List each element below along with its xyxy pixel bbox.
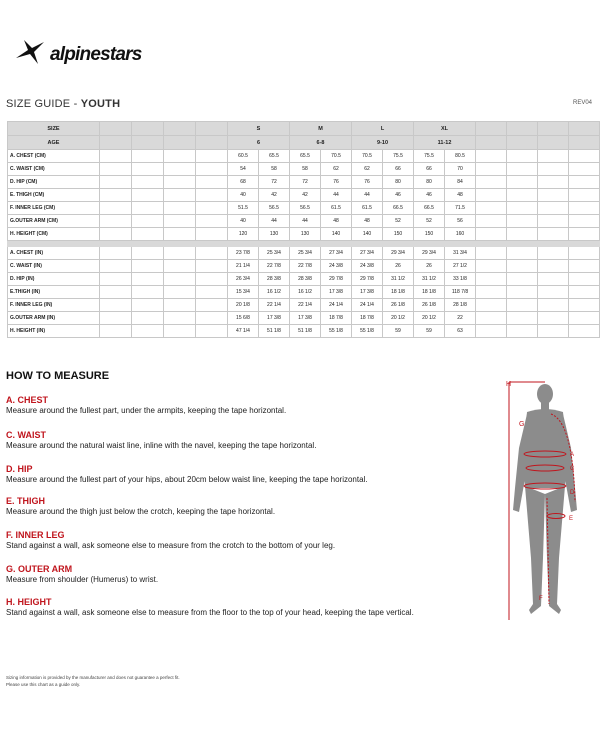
alpinestars-star-icon [14, 38, 48, 66]
measure-heading: C. WAIST [6, 430, 46, 440]
table-cell: 27 3/4 [321, 247, 352, 260]
table-cell: 27 1/2 [445, 260, 476, 273]
table-cell: 16 1/2 [290, 286, 321, 299]
table-cell: 56.5 [259, 202, 290, 215]
table-cell: 26 [383, 260, 414, 273]
table-row [8, 260, 600, 273]
table-cell: 62 [321, 163, 352, 176]
table-cell: 51 1/8 [290, 325, 321, 338]
table-cell: 160 [445, 228, 476, 241]
row-label: A. CHEST (CM) [8, 150, 100, 163]
table-cell: 15 3/4 [228, 286, 259, 299]
table-cell: 70.5 [321, 150, 352, 163]
table-cell: 76 [352, 176, 383, 189]
table-cell: 66.5 [414, 202, 445, 215]
size-header-cell: S [228, 122, 290, 136]
size-header-row [8, 122, 600, 136]
table-cell: 54 [228, 163, 259, 176]
table-cell: 60.5 [228, 150, 259, 163]
table-cell: 52 [414, 215, 445, 228]
table-row [8, 325, 600, 338]
table-cell: 22 7/8 [259, 260, 290, 273]
table-cell: 51.5 [228, 202, 259, 215]
size-table [7, 121, 600, 338]
table-cell: 80 [383, 176, 414, 189]
table-row [8, 202, 600, 215]
table-cell: 48 [321, 215, 352, 228]
table-row [8, 228, 600, 241]
table-cell: 24 3/8 [321, 260, 352, 273]
table-cell: 40 [228, 189, 259, 202]
table-row [8, 312, 600, 325]
table-cell: 29 3/4 [414, 247, 445, 260]
measure-item [6, 496, 476, 516]
table-cell: 56.5 [290, 202, 321, 215]
table-cell: 58 [290, 163, 321, 176]
size-header-cell: XL [414, 122, 476, 136]
table-cell: 31 3/4 [445, 247, 476, 260]
table-cell: 66 [414, 163, 445, 176]
table-cell: 25 3/4 [290, 247, 321, 260]
measure-heading: A. CHEST [6, 395, 49, 405]
table-row [8, 215, 600, 228]
table-cell: 75.5 [414, 150, 445, 163]
table-cell: 55 1/8 [321, 325, 352, 338]
table-cell: 48 [352, 215, 383, 228]
table-cell: 130 [259, 228, 290, 241]
size-header-label: SIZE [8, 122, 100, 136]
measure-item [6, 597, 476, 617]
brand-name: alpinestars [50, 44, 142, 65]
table-row [8, 247, 600, 260]
table-cell: 15 6/8 [228, 312, 259, 325]
row-label: G.OUTER ARM (CM) [8, 215, 100, 228]
table-row [8, 189, 600, 202]
table-cell: 44 [352, 189, 383, 202]
table-cell: 59 [414, 325, 445, 338]
table-cell: 20 1/2 [383, 312, 414, 325]
table-cell: 20 1/8 [228, 299, 259, 312]
measure-heading: F. INNER LEG [6, 530, 65, 540]
table-cell: 44 [321, 189, 352, 202]
table-cell: 21 1/4 [228, 260, 259, 273]
table-cell: 70 [445, 163, 476, 176]
table-cell: 29 7/8 [321, 273, 352, 286]
measure-item [6, 530, 476, 550]
table-cell: 72 [259, 176, 290, 189]
row-label: E.THIGH (IN) [8, 286, 100, 299]
table-cell: 18 1/8 [414, 286, 445, 299]
table-cell: 130 [290, 228, 321, 241]
table-cell: 48 [445, 189, 476, 202]
label-c: C [570, 466, 575, 472]
table-cell: 58 [259, 163, 290, 176]
table-cell: 120 [228, 228, 259, 241]
table-cell: 140 [321, 228, 352, 241]
label-f: F [539, 596, 543, 602]
table-cell: 27 3/4 [352, 247, 383, 260]
how-to-measure-title: HOW TO MEASURE [6, 370, 110, 382]
table-cell: 22 [445, 312, 476, 325]
table-cell: 26 1/8 [383, 299, 414, 312]
table-cell: 40 [228, 215, 259, 228]
table-cell: 24 1/4 [321, 299, 352, 312]
table-cell: 28 3/8 [259, 273, 290, 286]
table-cell: 16 1/2 [259, 286, 290, 299]
table-cell: 28 1/8 [445, 299, 476, 312]
table-cell: 118 7/8 [445, 286, 476, 299]
label-d: D [570, 490, 575, 496]
label-g: G [519, 421, 525, 428]
measure-item [6, 564, 476, 584]
row-label: F. INNER LEG (IN) [8, 299, 100, 312]
table-cell: 29 3/4 [383, 247, 414, 260]
table-cell: 17 3/8 [290, 312, 321, 325]
table-cell: 55 1/8 [352, 325, 383, 338]
measure-description: Measure around the fullest part of your hips, about 20cm below waist line, keeping the tape horizontal. [6, 475, 368, 484]
table-row [8, 150, 600, 163]
table-cell: 24 1/4 [352, 299, 383, 312]
measure-item [6, 430, 476, 450]
table-cell: 59 [383, 325, 414, 338]
table-cell: 84 [445, 176, 476, 189]
size-header-cell: M [290, 122, 352, 136]
row-label: H. HEIGHT (CM) [8, 228, 100, 241]
table-cell: 31 1/2 [383, 273, 414, 286]
table-cell: 76 [321, 176, 352, 189]
measure-item [6, 395, 476, 415]
table-cell: 22 7/8 [290, 260, 321, 273]
measure-description: Measure around the natural waist line, inline with the navel, keeping the tape horizontal. [6, 441, 317, 450]
size-header-cell: L [352, 122, 414, 136]
table-cell: 22 1/4 [290, 299, 321, 312]
row-label: D. HIP (CM) [8, 176, 100, 189]
table-cell: 46 [414, 189, 445, 202]
table-cell: 63 [445, 325, 476, 338]
table-row [8, 273, 600, 286]
table-cell: 17 3/8 [321, 286, 352, 299]
table-cell: 140 [352, 228, 383, 241]
table-cell: 29 7/8 [352, 273, 383, 286]
table-cell: 42 [259, 189, 290, 202]
table-cell: 46 [383, 189, 414, 202]
measure-heading: G. OUTER ARM [6, 564, 73, 574]
table-row [8, 286, 600, 299]
row-label: C. WAIST (CM) [8, 163, 100, 176]
row-label: A. CHEST (IN) [8, 247, 100, 260]
table-cell: 44 [259, 215, 290, 228]
table-cell: 22 1/4 [259, 299, 290, 312]
body-measurement-figure [495, 378, 595, 623]
table-cell: 23 7/8 [228, 247, 259, 260]
table-cell: 31 1/2 [414, 273, 445, 286]
row-label: E. THIGH (CM) [8, 189, 100, 202]
table-cell: 25 3/4 [259, 247, 290, 260]
table-cell: 26 3/4 [228, 273, 259, 286]
measure-description: Measure from shoulder (Humerus) to wrist. [6, 575, 159, 584]
table-cell: 80 [414, 176, 445, 189]
table-cell: 66 [383, 163, 414, 176]
age-header-cell: 6-8 [290, 136, 352, 150]
age-header-row [8, 136, 600, 150]
row-label: C. WAIST (IN) [8, 260, 100, 273]
label-e: E [569, 516, 574, 522]
table-cell: 33 1/8 [445, 273, 476, 286]
table-cell: 26 1/8 [414, 299, 445, 312]
label-a: A [570, 452, 575, 458]
table-cell: 47 1/4 [228, 325, 259, 338]
table-cell: 150 [414, 228, 445, 241]
row-label: G.OUTER ARM (IN) [8, 312, 100, 325]
label-h: H [506, 381, 512, 388]
measure-heading: E. THIGH [6, 496, 46, 506]
table-cell: 56 [445, 215, 476, 228]
measure-description: Measure around the thigh just below the crotch, keeping the tape horizontal. [6, 507, 276, 516]
table-cell: 51 1/8 [259, 325, 290, 338]
table-row [8, 163, 600, 176]
measure-heading: H. HEIGHT [6, 597, 52, 607]
measure-heading: D. HIP [6, 464, 33, 474]
table-cell: 20 1/2 [414, 312, 445, 325]
table-cell: 18 1/8 [383, 286, 414, 299]
table-cell: 66.5 [383, 202, 414, 215]
revision-code: REV04 [572, 100, 592, 106]
table-cell: 18 7/8 [321, 312, 352, 325]
measure-description: Stand against a wall, ask someone else to measure from the floor to the top of your head, keeping the tape vertical. [6, 608, 414, 617]
table-cell: 68 [228, 176, 259, 189]
table-cell: 17 3/8 [259, 312, 290, 325]
table-cell: 26 [414, 260, 445, 273]
table-cell: 18 7/8 [352, 312, 383, 325]
measure-item [6, 464, 476, 484]
age-header-label: AGE [8, 136, 100, 150]
table-cell: 52 [383, 215, 414, 228]
table-cell: 65.5 [259, 150, 290, 163]
row-label: D. HIP (IN) [8, 273, 100, 286]
row-label: H. HEIGHT (IN) [8, 325, 100, 338]
table-cell: 42 [290, 189, 321, 202]
table-cell: 70.5 [352, 150, 383, 163]
table-cell: 65.5 [290, 150, 321, 163]
table-cell: 24 3/8 [352, 260, 383, 273]
table-cell: 80.5 [445, 150, 476, 163]
table-cell: 150 [383, 228, 414, 241]
age-header-cell: 11-12 [414, 136, 476, 150]
age-header-cell: 9-10 [352, 136, 414, 150]
table-cell: 75.5 [383, 150, 414, 163]
table-cell: 28 3/8 [290, 273, 321, 286]
table-cell: 61.5 [352, 202, 383, 215]
table-cell: 61.5 [321, 202, 352, 215]
page-title: SIZE GUIDE - YOUTH [6, 98, 121, 110]
measure-description: Measure around the fullest part, under the armpits, keeping the tape horizontal. [6, 406, 287, 415]
age-header-cell: 6 [228, 136, 290, 150]
disclaimer: Sizing information is provided by the manufacturer and does not guarantee a perfect fit. Please use this chart as a guide only. [6, 675, 180, 687]
table-cell: 62 [352, 163, 383, 176]
table-cell: 71.5 [445, 202, 476, 215]
table-cell: 44 [290, 215, 321, 228]
measure-description: Stand against a wall, ask someone else to measure from the crotch to the bottom of your leg. [6, 541, 336, 550]
brand-logo [14, 38, 154, 68]
table-row [8, 299, 600, 312]
table-cell: 17 3/8 [352, 286, 383, 299]
table-row [8, 176, 600, 189]
row-label: F. INNER LEG (CM) [8, 202, 100, 215]
table-cell: 72 [290, 176, 321, 189]
